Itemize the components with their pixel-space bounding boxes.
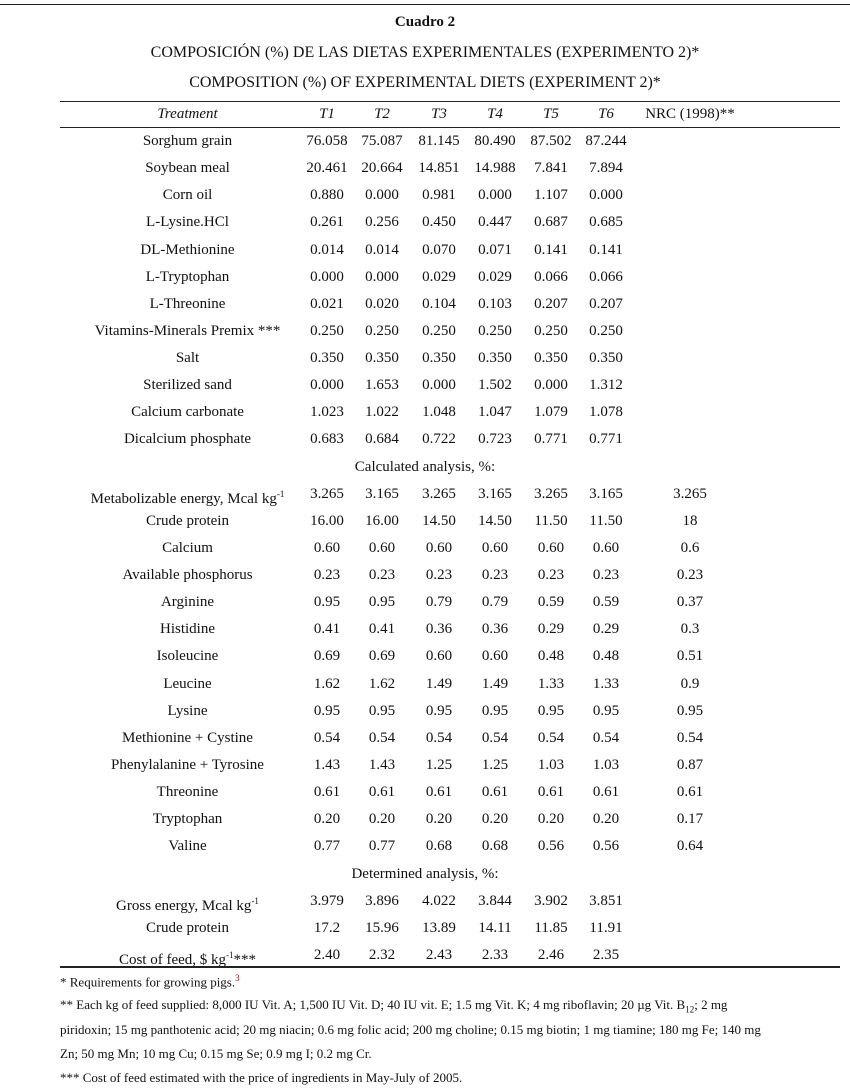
value-t1: 3.265 <box>310 486 344 502</box>
value-t6: 2.35 <box>592 947 620 963</box>
value-t3: 13.89 <box>422 920 456 936</box>
value-t1: 1.023 <box>310 404 344 420</box>
value-t4: 0.000 <box>478 187 512 203</box>
ingredient-row <box>0 155 850 182</box>
row-label: L-Tryptophan <box>145 269 230 285</box>
value-t3: 4.022 <box>422 893 456 909</box>
calculated-row <box>0 643 850 670</box>
row-label: Vitamins-Minerals Premix *** <box>94 323 281 339</box>
value-nrc: 0.61 <box>676 784 704 800</box>
value-t3: 0.60 <box>425 648 453 664</box>
value-t5: 0.250 <box>534 323 568 339</box>
value-t6: 11.91 <box>589 920 623 936</box>
value-nrc <box>630 942 750 969</box>
value-t1: 0.60 <box>313 540 341 556</box>
value-t2: 0.250 <box>365 323 399 339</box>
value-t3: 0.23 <box>425 567 453 583</box>
value-t2: 0.000 <box>365 187 399 203</box>
value-t6: 0.141 <box>589 242 623 258</box>
value-t4: 0.61 <box>481 784 509 800</box>
value-t1: 16.00 <box>310 513 344 529</box>
row-label: Sterilized sand <box>143 377 232 393</box>
value-t2: 0.77 <box>368 838 396 854</box>
value-t5: 0.20 <box>537 811 565 827</box>
value-t1: 0.350 <box>310 350 344 366</box>
value-t4: 80.490 <box>474 133 516 149</box>
value-t4: 0.029 <box>478 269 512 285</box>
value-t5: 0.29 <box>537 621 565 637</box>
value-t6: 0.250 <box>589 323 623 339</box>
value-nrc <box>630 426 750 453</box>
value-t6: 0.20 <box>592 811 620 827</box>
value-t1: 0.014 <box>310 242 344 258</box>
value-t2: 0.020 <box>365 296 399 312</box>
value-t6: 87.244 <box>585 133 627 149</box>
value-t6: 0.23 <box>592 567 620 583</box>
value-t4: 0.36 <box>481 621 509 637</box>
value-t4: 0.723 <box>478 431 512 447</box>
value-t4: 14.50 <box>478 513 512 529</box>
value-nrc <box>630 237 750 264</box>
value-t5: 2.46 <box>537 947 565 963</box>
value-t2: 20.664 <box>361 160 403 176</box>
row-label: Salt <box>175 350 200 366</box>
value-t2: 0.684 <box>365 431 399 447</box>
value-t3: 0.20 <box>425 811 453 827</box>
value-nrc: 0.17 <box>676 811 704 827</box>
row-label: Soybean meal <box>145 160 230 176</box>
value-t3: 1.048 <box>422 404 456 420</box>
footnote-1: * Requirements for growing pigs.$^3$ <box>60 973 240 990</box>
value-t4: 0.071 <box>478 242 512 258</box>
value-nrc <box>630 345 750 372</box>
value-nrc <box>630 372 750 399</box>
header-t2: T2 <box>374 106 390 122</box>
value-t2: 0.95 <box>368 703 396 719</box>
value-t3: 0.68 <box>425 838 453 854</box>
ingredient-row <box>0 399 850 426</box>
value-nrc: 3.265 <box>673 486 707 502</box>
value-t1: 0.95 <box>313 594 341 610</box>
value-t2: 1.022 <box>365 404 399 420</box>
footnote-2-line-2: piridoxin; 15 mg panthotenic acid; 20 mg niacin; 0.6 mg folic acid; 200 mg choline; 0.15 mg biotin; 1 mg tiamine; 180 mg Fe; 140 mg <box>60 1022 761 1037</box>
ingredient-row <box>0 345 850 372</box>
value-t6: 3.165 <box>589 486 623 502</box>
value-t5: 0.141 <box>534 242 568 258</box>
value-t3: 0.95 <box>425 703 453 719</box>
row-label: Arginine <box>160 594 215 610</box>
value-nrc <box>630 182 750 209</box>
value-t5: 0.23 <box>537 567 565 583</box>
value-t1: 0.683 <box>310 431 344 447</box>
ingredient-row <box>0 264 850 291</box>
value-t1: 1.43 <box>313 757 341 773</box>
row-label: Isoleucine <box>156 648 219 664</box>
value-t6: 0.771 <box>589 431 623 447</box>
value-nrc <box>630 291 750 318</box>
row-label: Leucine <box>163 676 212 692</box>
value-nrc <box>630 264 750 291</box>
value-t6: 0.685 <box>589 214 623 230</box>
value-t1: 0.000 <box>310 377 344 393</box>
value-t4: 0.447 <box>478 214 512 230</box>
value-t5: 0.48 <box>537 648 565 664</box>
value-t2: 2.32 <box>368 947 396 963</box>
value-t2: 0.000 <box>365 269 399 285</box>
value-t4: 1.047 <box>478 404 512 420</box>
value-t6: 0.207 <box>589 296 623 312</box>
value-t4: 3.844 <box>478 893 512 909</box>
value-t4: 0.60 <box>481 648 509 664</box>
row-label: Cost of feed, $ $kg^{-1}***$ <box>118 950 257 968</box>
determined-row <box>0 915 850 942</box>
value-t3: 3.265 <box>422 486 456 502</box>
value-t2: 0.256 <box>365 214 399 230</box>
value-t6: 0.54 <box>592 730 620 746</box>
calculated-analysis-heading: Calculated analysis, %: <box>354 459 496 475</box>
value-t1: 0.54 <box>313 730 341 746</box>
value-t1: 0.61 <box>313 784 341 800</box>
value-t6: 1.312 <box>589 377 623 393</box>
value-t5: 11.85 <box>534 920 568 936</box>
value-t4: 1.25 <box>481 757 509 773</box>
value-t1: 0.261 <box>310 214 344 230</box>
row-label: Sorghum grain <box>142 133 233 149</box>
value-t6: 0.60 <box>592 540 620 556</box>
value-nrc <box>630 399 750 426</box>
value-t2: 0.23 <box>368 567 396 583</box>
calculated-row <box>0 535 850 562</box>
value-t1: 3.979 <box>310 893 344 909</box>
row-label: Valine <box>168 838 207 854</box>
value-nrc: 0.54 <box>676 730 704 746</box>
header-t3: T3 <box>431 106 447 122</box>
value-t3: 0.61 <box>425 784 453 800</box>
ingredient-row <box>0 291 850 318</box>
value-nrc: 0.64 <box>676 838 704 854</box>
value-t4: 1.502 <box>478 377 512 393</box>
value-t3: 0.36 <box>425 621 453 637</box>
value-t4: 0.60 <box>481 540 509 556</box>
value-t3: 14.851 <box>418 160 460 176</box>
value-t2: 0.014 <box>365 242 399 258</box>
value-t5: 1.079 <box>534 404 568 420</box>
header-t5: T5 <box>543 106 559 122</box>
value-t2: 0.69 <box>368 648 396 664</box>
value-t2: 16.00 <box>365 513 399 529</box>
value-t4: 0.250 <box>478 323 512 339</box>
value-t1: 1.62 <box>313 676 341 692</box>
value-t1: 0.23 <box>313 567 341 583</box>
determined-row <box>0 888 850 915</box>
row-label: Metabolizable energy, Mcal $kg^{-1}$ <box>90 489 285 507</box>
value-t4: 2.33 <box>481 947 509 963</box>
determined-row <box>0 942 850 969</box>
calculated-row <box>0 779 850 806</box>
value-nrc: 0.3 <box>680 621 700 637</box>
value-t5: 1.107 <box>534 187 568 203</box>
value-t2: 75.087 <box>361 133 403 149</box>
ingredient-row <box>0 128 850 155</box>
value-t6: 1.33 <box>592 676 620 692</box>
value-t2: 3.165 <box>365 486 399 502</box>
value-t4: 0.103 <box>478 296 512 312</box>
value-nrc <box>630 915 750 942</box>
value-nrc: 0.9 <box>680 676 700 692</box>
value-t4: 0.68 <box>481 838 509 854</box>
footnote-2: ** Each kg of feed supplied: 8,000 IU Vit. A; 1,500 IU Vit. D; 40 IU vit. E; 1.5 mg Vit. K; 4 mg riboflavin; 20 µg Vit. $B_{12}$; 2 mg <box>60 997 728 1015</box>
row-label: Threonine <box>156 784 219 800</box>
value-nrc <box>630 888 750 915</box>
value-nrc <box>630 128 750 155</box>
title-spanish: COMPOSICIÓN (%) DE LAS DIETAS EXPERIMENTALES (EXPERIMENTO 2)* <box>150 44 700 61</box>
value-t5: 0.000 <box>534 377 568 393</box>
value-t6: 7.894 <box>589 160 623 176</box>
value-nrc: 0.37 <box>676 594 704 610</box>
value-t3: 0.070 <box>422 242 456 258</box>
value-t3: 0.981 <box>422 187 456 203</box>
value-t3: 1.25 <box>425 757 453 773</box>
row-label: Calcium carbonate <box>131 404 244 420</box>
value-t2: 0.95 <box>368 594 396 610</box>
calculated-row <box>0 725 850 752</box>
row-label: Gross energy, Mcal $kg^{-1}$ <box>116 896 259 914</box>
ingredient-row <box>0 237 850 264</box>
value-nrc: 18 <box>682 513 698 529</box>
value-t2: 0.350 <box>365 350 399 366</box>
determined-analysis-heading: Determined analysis, %: <box>351 866 499 882</box>
footnote-3: *** Cost of feed estimated with the price of ingredients in May-July of 2005. <box>60 1070 463 1085</box>
value-t5: 0.771 <box>534 431 568 447</box>
value-t2: 0.54 <box>368 730 396 746</box>
row-label: Phenylalanine + Tyrosine <box>111 757 264 773</box>
value-t1: 0.880 <box>310 187 344 203</box>
value-t5: 3.265 <box>534 486 568 502</box>
table-number: Cuadro 2 <box>394 14 456 30</box>
ingredient-row <box>0 372 850 399</box>
value-t4: 0.350 <box>478 350 512 366</box>
value-t5: 0.687 <box>534 214 568 230</box>
value-nrc <box>630 318 750 345</box>
value-t6: 0.29 <box>592 621 620 637</box>
value-t5: 87.502 <box>530 133 572 149</box>
value-t4: 0.95 <box>481 703 509 719</box>
value-t6: 11.50 <box>589 513 623 529</box>
value-t6: 0.48 <box>592 648 620 664</box>
value-t5: 0.95 <box>537 703 565 719</box>
value-t3: 0.54 <box>425 730 453 746</box>
calculated-row <box>0 833 850 860</box>
value-t2: 0.60 <box>368 540 396 556</box>
value-t5: 0.54 <box>537 730 565 746</box>
value-t5: 11.50 <box>534 513 568 529</box>
value-t4: 14.11 <box>478 920 512 936</box>
value-nrc <box>630 155 750 182</box>
value-t6: 1.078 <box>589 404 623 420</box>
calculated-row <box>0 616 850 643</box>
title-english: COMPOSITION (%) OF EXPERIMENTAL DIETS (EXPERIMENT 2)* <box>189 74 661 91</box>
header-t6: T6 <box>598 106 614 122</box>
value-t4: 0.79 <box>481 594 509 610</box>
value-t1: 0.41 <box>313 621 341 637</box>
value-t5: 7.841 <box>534 160 568 176</box>
value-t4: 0.20 <box>481 811 509 827</box>
value-nrc: 0.6 <box>680 540 700 556</box>
value-t2: 0.61 <box>368 784 396 800</box>
value-t3: 1.49 <box>425 676 453 692</box>
value-t1: 2.40 <box>313 947 341 963</box>
row-label: Crude protein <box>146 513 229 529</box>
value-t1: 0.20 <box>313 811 341 827</box>
value-t2: 0.41 <box>368 621 396 637</box>
value-nrc: 0.51 <box>676 648 704 664</box>
value-t5: 0.60 <box>537 540 565 556</box>
ingredient-row <box>0 426 850 453</box>
value-t1: 0.69 <box>313 648 341 664</box>
value-t3: 0.722 <box>422 431 456 447</box>
value-t2: 1.43 <box>368 757 396 773</box>
row-label: L-Threonine <box>149 296 226 312</box>
header-t1: T1 <box>319 106 335 122</box>
value-t2: 15.96 <box>365 920 399 936</box>
value-t5: 1.03 <box>537 757 565 773</box>
value-t2: 1.62 <box>368 676 396 692</box>
value-t6: 0.59 <box>592 594 620 610</box>
top-border <box>0 4 850 5</box>
value-t3: 0.60 <box>425 540 453 556</box>
value-t1: 0.250 <box>310 323 344 339</box>
row-label: DL-Methionine <box>140 242 235 258</box>
row-label: Methionine + Cystine <box>122 730 253 746</box>
value-t2: 1.653 <box>365 377 399 393</box>
value-t3: 81.145 <box>418 133 460 149</box>
value-t1: 0.77 <box>313 838 341 854</box>
value-t5: 0.61 <box>537 784 565 800</box>
value-t5: 0.59 <box>537 594 565 610</box>
value-t2: 3.896 <box>365 893 399 909</box>
value-nrc <box>630 209 750 236</box>
value-t5: 0.066 <box>534 269 568 285</box>
calculated-row <box>0 589 850 616</box>
value-t6: 3.851 <box>589 893 623 909</box>
value-t3: 0.250 <box>422 323 456 339</box>
value-nrc: 0.95 <box>676 703 704 719</box>
value-t3: 0.000 <box>422 377 456 393</box>
value-t5: 1.33 <box>537 676 565 692</box>
value-t4: 0.54 <box>481 730 509 746</box>
value-t1: 20.461 <box>306 160 348 176</box>
calculated-row <box>0 562 850 589</box>
row-label: Dicalcium phosphate <box>123 431 252 447</box>
header-treatment: Treatment <box>157 106 218 122</box>
value-t1: 0.000 <box>310 269 344 285</box>
value-t6: 0.95 <box>592 703 620 719</box>
table-header-row <box>0 101 850 128</box>
calculated-row <box>0 752 850 779</box>
value-t4: 14.988 <box>474 160 516 176</box>
value-t5: 0.350 <box>534 350 568 366</box>
header-nrc: NRC (1998)** <box>645 106 735 122</box>
ingredient-row <box>0 318 850 345</box>
row-label: Corn oil <box>162 187 213 203</box>
row-label: Histidine <box>160 621 215 637</box>
value-t3: 0.79 <box>425 594 453 610</box>
value-t1: 0.021 <box>310 296 344 312</box>
value-t6: 1.03 <box>592 757 620 773</box>
value-t1: 76.058 <box>306 133 348 149</box>
row-label: Available phosphorus <box>122 567 253 583</box>
row-label: L-Lysine.HCl <box>146 214 229 230</box>
row-label: Crude protein <box>146 920 229 936</box>
value-t6: 0.61 <box>592 784 620 800</box>
value-t1: 17.2 <box>313 920 341 936</box>
header-t4: T4 <box>487 106 503 122</box>
value-nrc: 0.23 <box>676 567 704 583</box>
value-t1: 0.95 <box>313 703 341 719</box>
value-t6: 0.000 <box>589 187 623 203</box>
value-t3: 14.50 <box>422 513 456 529</box>
row-label: Calcium <box>162 540 213 556</box>
value-t4: 3.165 <box>478 486 512 502</box>
value-t5: 0.56 <box>537 838 565 854</box>
calculated-row <box>0 698 850 725</box>
calculated-row <box>0 671 850 698</box>
value-t3: 0.029 <box>422 269 456 285</box>
value-t3: 0.350 <box>422 350 456 366</box>
calculated-row <box>0 481 850 508</box>
value-t4: 0.23 <box>481 567 509 583</box>
value-t6: 0.56 <box>592 838 620 854</box>
calculated-row <box>0 806 850 833</box>
value-t3: 2.43 <box>425 947 453 963</box>
value-t3: 0.104 <box>422 296 456 312</box>
value-t2: 0.20 <box>368 811 396 827</box>
row-label: Lysine <box>167 703 208 719</box>
ingredient-row <box>0 182 850 209</box>
value-t3: 0.450 <box>422 214 456 230</box>
value-t5: 0.207 <box>534 296 568 312</box>
ingredient-row <box>0 209 850 236</box>
footnote-2-line-3: Zn; 50 mg Mn; 10 mg Cu; 0.15 mg Se; 0.9 mg I; 0.2 mg Cr. <box>60 1046 372 1061</box>
value-t6: 0.066 <box>589 269 623 285</box>
value-t6: 0.350 <box>589 350 623 366</box>
value-t4: 1.49 <box>481 676 509 692</box>
value-nrc: 0.87 <box>676 757 704 773</box>
row-label: Tryptophan <box>152 811 223 827</box>
value-t5: 3.902 <box>534 893 568 909</box>
calculated-row <box>0 508 850 535</box>
